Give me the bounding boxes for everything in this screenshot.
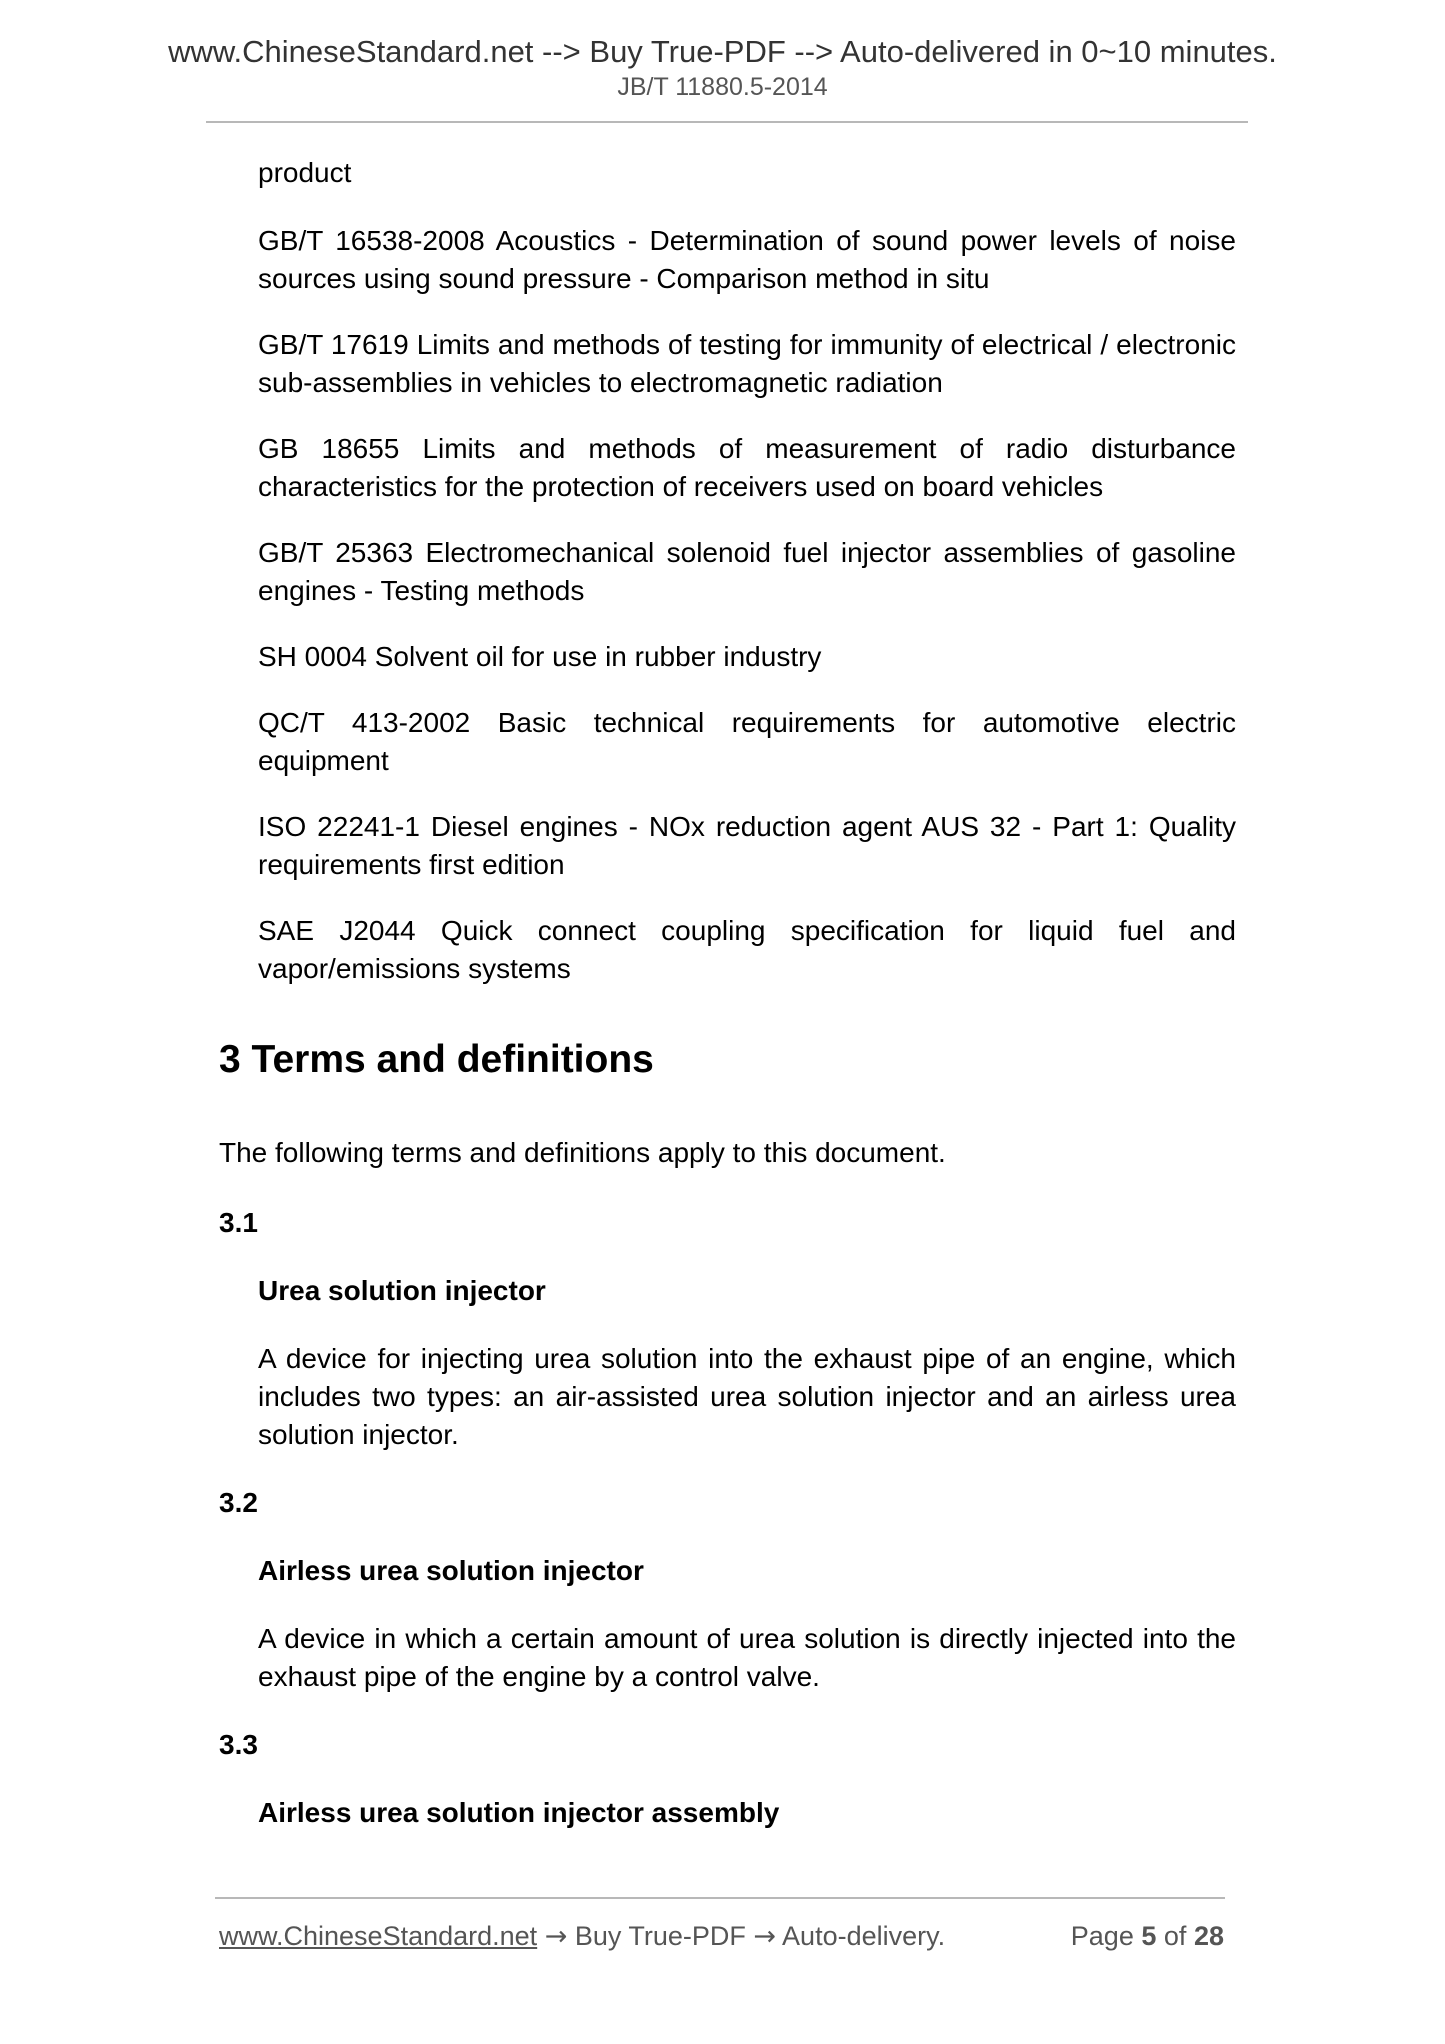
clause-number: 3.2 — [219, 1487, 258, 1518]
page-indicator — [1071, 1918, 1224, 1954]
term-definition: A device in which a certain amount of urea solution is directly injected into the exhaust pipe of the engine by a control valve. — [258, 1623, 1236, 1692]
section-heading: 3 Terms and definitions — [219, 1038, 654, 1081]
reference-item: SAE J2044 Quick connect coupling specification for liquid fuel and vapor/emissions systems — [258, 915, 1236, 984]
reference-item: GB/T 16538-2008 Acoustics - Determination of sound power levels of noise sources using sound pressure - Comparison method in situ — [258, 225, 1236, 294]
reference-item: ISO 22241-1 Diesel engines - NOx reduction agent AUS 32 - Part 1: Quality requirements first edition — [258, 811, 1236, 880]
reference-item: QC/T 413-2002 Basic technical requirements for automotive electric equipment — [258, 707, 1236, 776]
reference-item: GB/T 25363 Electromechanical solenoid fuel injector assemblies of gasoline engines - Testing methods — [258, 537, 1236, 606]
reference-item: SH 0004 Solvent oil for use in rubber industry — [258, 641, 822, 672]
page-footer — [219, 1918, 1224, 1955]
reference-item: GB 18655 Limits and methods of measurement of radio disturbance characteristics for the protection of receivers used on board vehicles — [258, 433, 1236, 502]
arrow-right-icon: → — [753, 1921, 777, 1952]
arrow-right-icon: → — [544, 1921, 568, 1952]
page-label: Page — [1070, 1921, 1134, 1951]
clause-number: 3.3 — [219, 1729, 258, 1760]
footer-buy-link[interactable]: Buy True-PDF — [574, 1921, 746, 1951]
section-intro: The following terms and definitions apply to this document. — [219, 1137, 946, 1168]
footer-delivery-text: Auto-delivery. — [782, 1921, 946, 1951]
reference-item: product — [258, 157, 352, 188]
term-title: Airless urea solution injector — [258, 1555, 644, 1586]
page-current: 5 — [1141, 1921, 1157, 1951]
footer-site-link[interactable]: www.ChineseStandard.net — [219, 1921, 538, 1951]
footer-divider — [215, 1897, 1225, 1899]
header-divider — [206, 121, 1248, 123]
document-id: JB/T 11880.5-2014 — [617, 73, 828, 101]
term-title: Urea solution injector — [258, 1275, 546, 1306]
term-title: Airless urea solution injector assembly — [258, 1797, 780, 1828]
reference-item: GB/T 17619 Limits and methods of testing for immunity of electrical / electronic sub-assemblies in vehicles to electromagnetic radiation — [258, 329, 1236, 398]
clause-number: 3.1 — [219, 1207, 258, 1238]
page-of-label: of — [1163, 1921, 1187, 1951]
page-total: 28 — [1193, 1921, 1224, 1951]
term-definition: A device for injecting urea solution into the exhaust pipe of an engine, which includes two types: an air-assisted urea solution injector and an airless urea solution injector. — [258, 1343, 1236, 1450]
page-content — [219, 154, 1236, 1862]
header-banner[interactable]: www.ChineseStandard.net --> Buy True-PDF --> Auto-delivered in 0~10 minutes. — [168, 34, 1277, 69]
